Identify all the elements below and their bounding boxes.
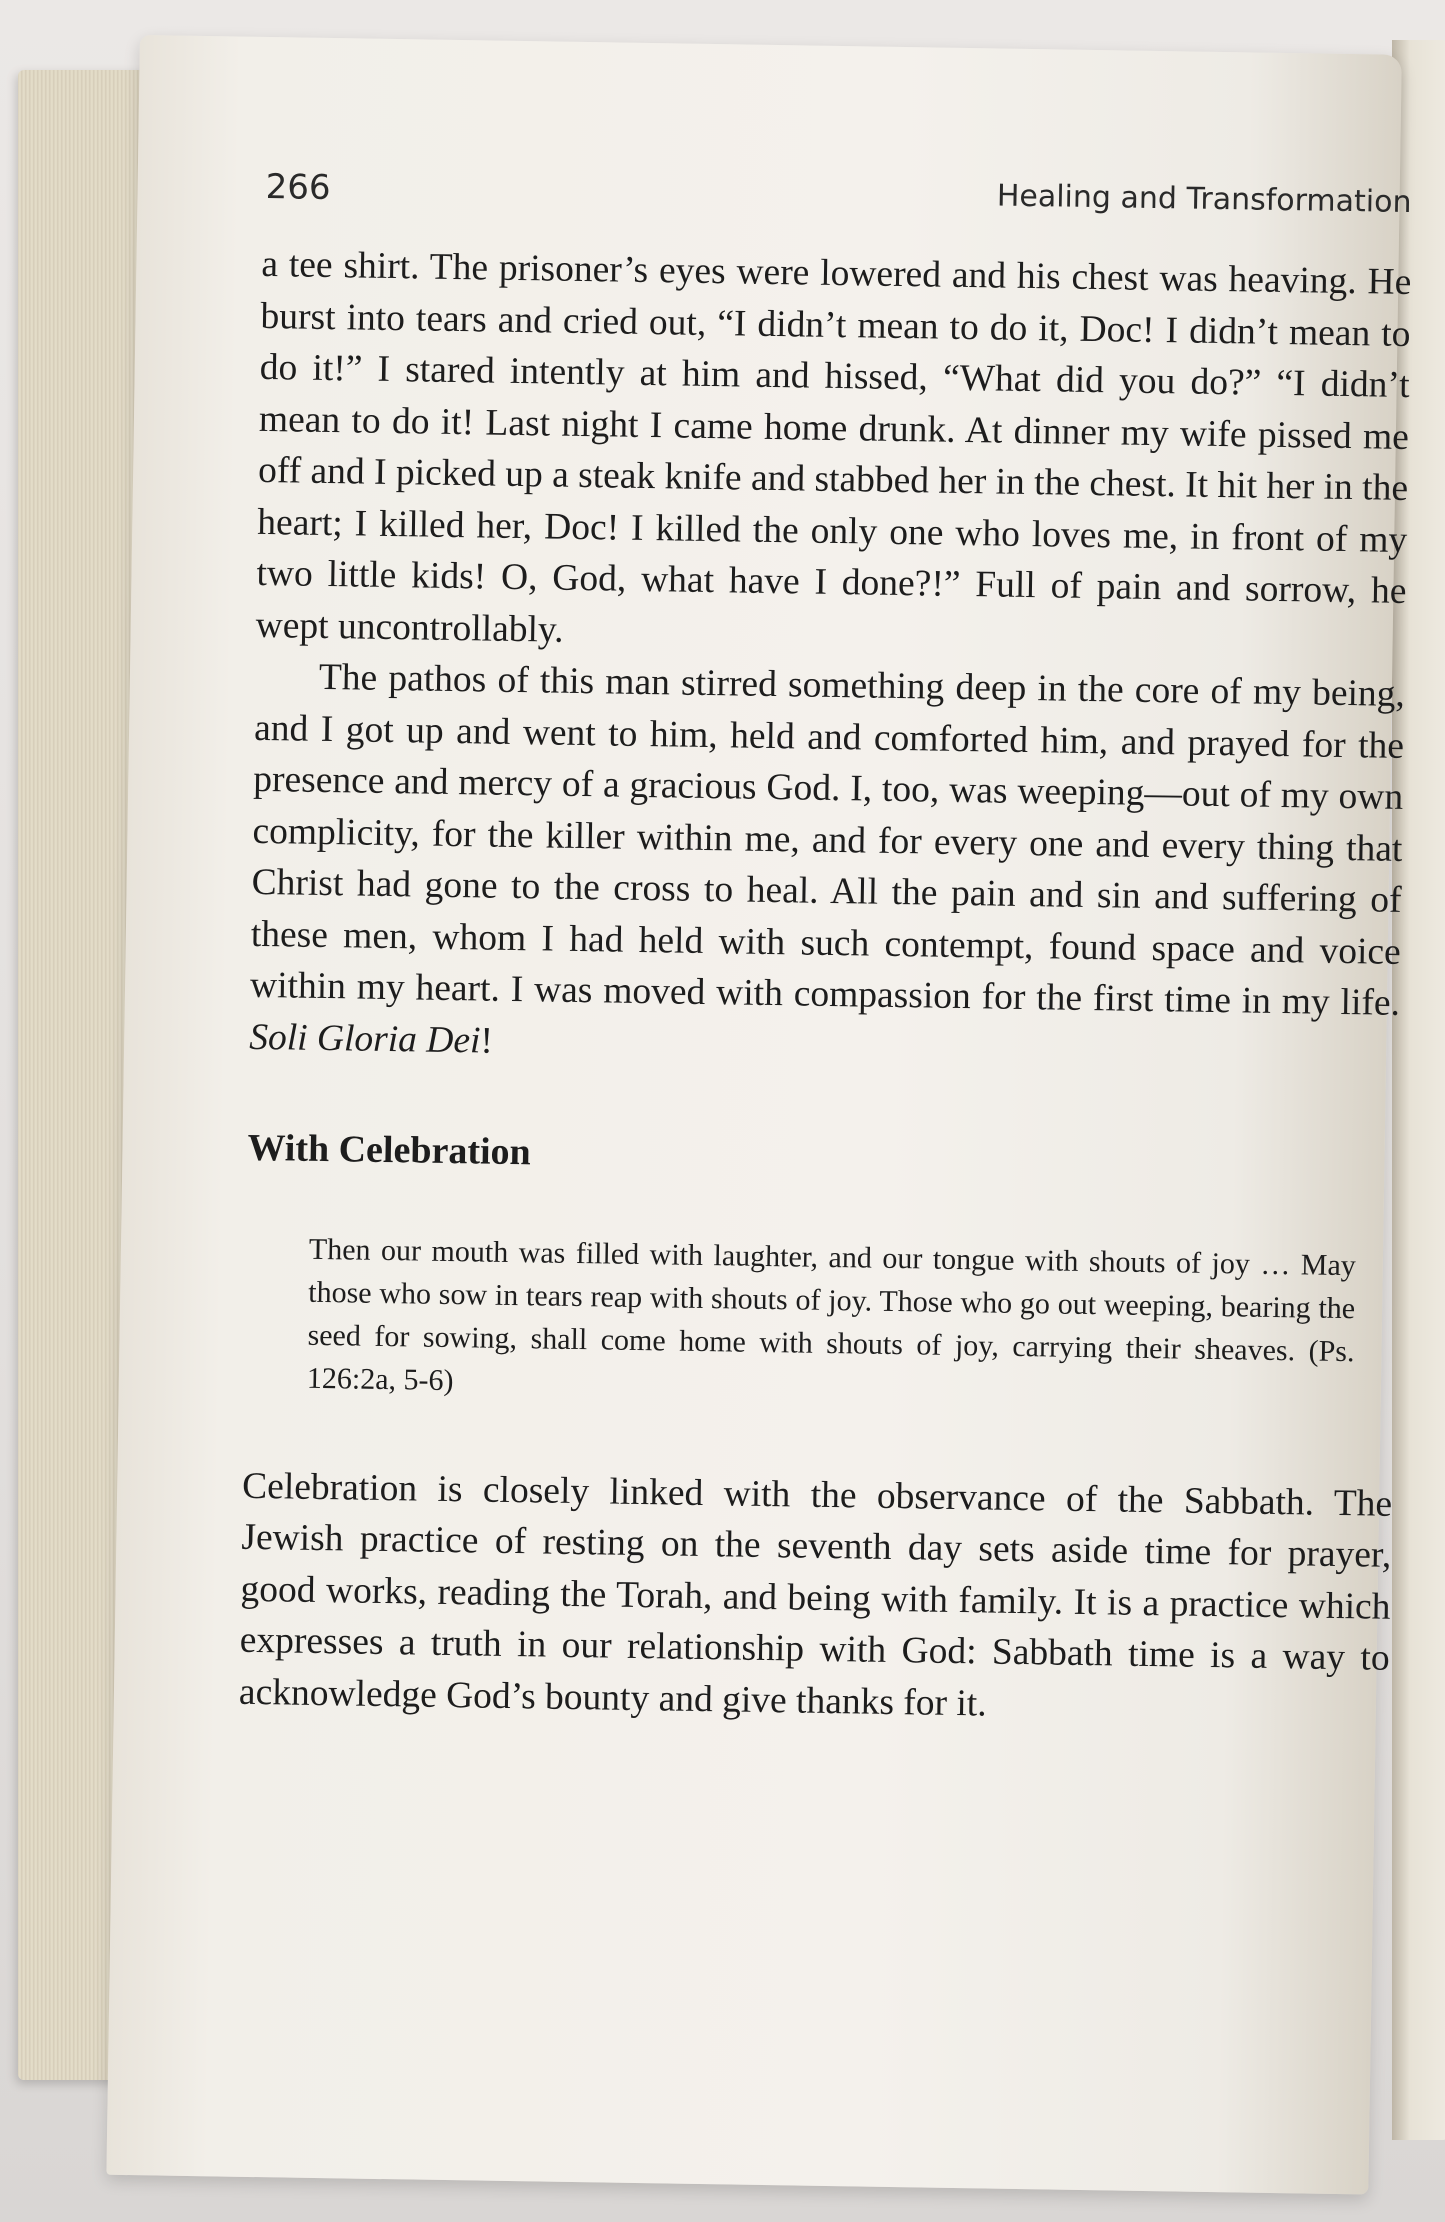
epigraph-quote: Then our mouth was filled with laughter, and our tongue with shouts of joy … May those who sow in tears reap with shouts of joy. Those who go out weeping, bearing the seed for sowing, shall come home with shouts of joy, carrying their sheaves. (Ps. 126:2a, 5-6) — [306, 1232, 1357, 1397]
paragraph-2-text: The pathos of this man stirred something deep in the core of my being, and I got up and went to him, held and comforted him, and prayed for the presence and mercy of a gracious God. I, too, was weeping—out of my own complicity, for the killer within me, and for every one and every thing that Christ had gone to the cross to heal. All the pain and sin and suffering of these men, whom I had held with such contempt, found space and voice within my heart. I was moved with compassion for the first time in my life. — [249, 656, 1406, 1024]
page-header — [265, 167, 1412, 235]
paragraph-2-end: ! — [480, 1019, 494, 1062]
running-head: Healing and Transformation — [996, 178, 1412, 220]
paragraph-1: a tee shirt. The prisoner’s eyes were lowered and his chest was heaving. He burst into tears and cried out, “I didn’t mean to do it, Doc! I didn’t mean to do it!” I stared intently at him and hissed, “What did you do?” “I didn’t mean to do it! Last night I came home drunk. At dinner my wife pissed me off and I picked up a steak knife and stabbed her in the chest. It hit her in the heart; I killed her, Doc! I killed the only one who loves me, in front of my two little kids! O, God, what have I done?!” Full of pain and sorrow, he wept uncontrollably. — [255, 243, 1412, 651]
paragraph-2 — [249, 651, 1405, 1081]
section-heading: With Celebration — [247, 1126, 532, 1174]
paragraph-3: Celebration is closely linked with the observance of the Sabbath. The Jewish practice of resting on the seventh day sets aside time for prayer, good works, reading the Torah, and being with family. It is a practice which expresses a truth in our relationship with God: Sabbath time is a way to acknowledge God’s bounty and give thanks for it. — [238, 1465, 1393, 1725]
book-page — [106, 35, 1412, 2195]
page-body — [239, 239, 1412, 1736]
page-number: 266 — [265, 166, 331, 209]
paragraph-2-italic: Soli Gloria Dei — [248, 1016, 481, 1061]
